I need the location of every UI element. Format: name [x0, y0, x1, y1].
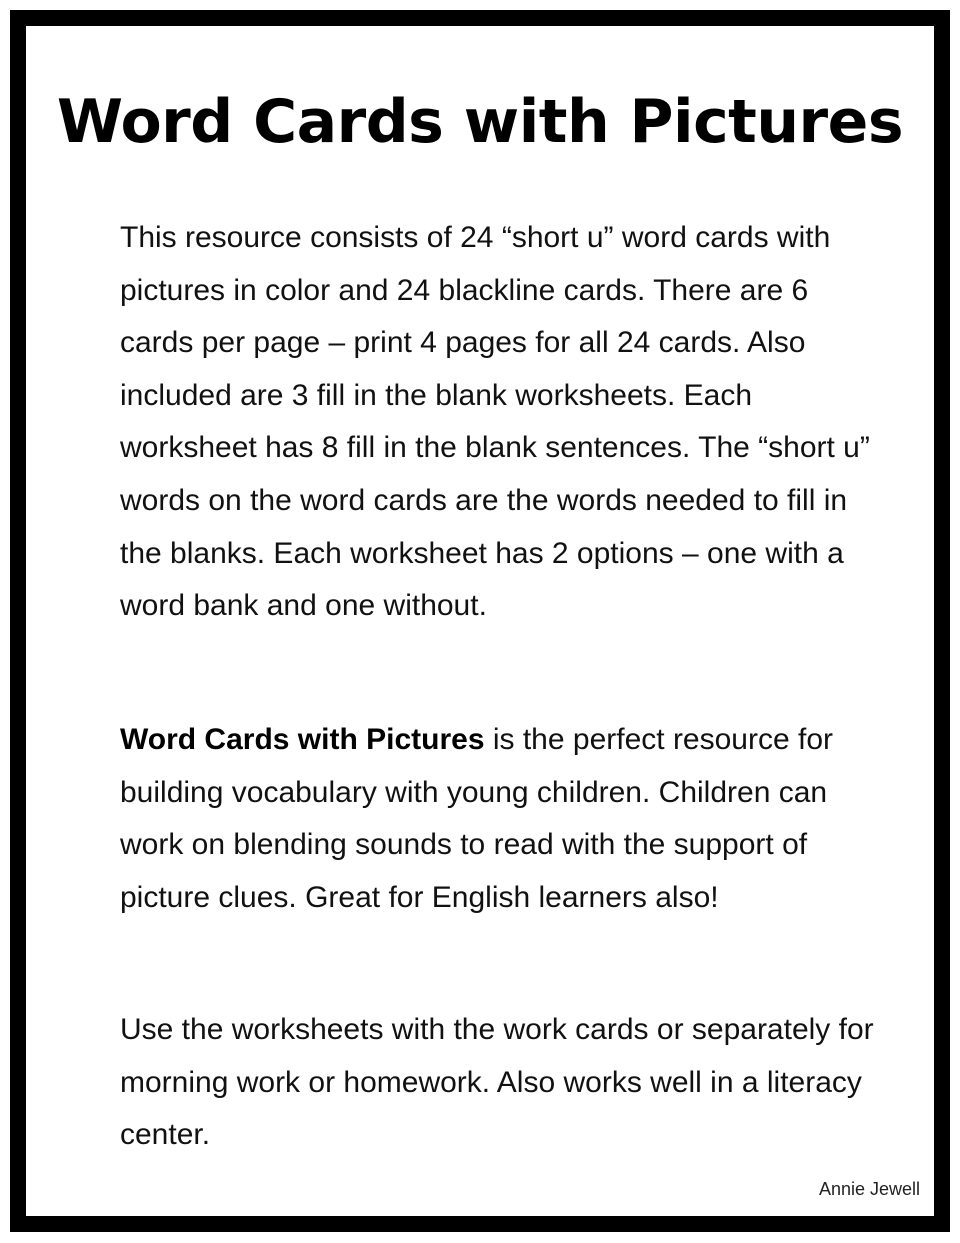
description-paragraph-1	[120, 212, 880, 633]
page-title: Word Cards with Pictures	[56, 87, 904, 157]
author-credit: Annie Jewell	[818, 1179, 920, 1199]
description-paragraph-3	[120, 1004, 880, 1162]
paragraph-2-bold-lead: Word Cards with Pictures	[120, 723, 485, 756]
paragraph-3-text: Use the worksheets with the work cards or separately for morning work or homework. Also works well in a literacy center.	[120, 1013, 874, 1152]
paragraph-2-text	[120, 714, 880, 924]
description-paragraph-2	[120, 714, 880, 924]
paragraph-2-rest: is the perfect resource for building vocabulary with young children. Children can work on blending sounds to read with the support of picture clues. Great for English learners also!	[120, 723, 834, 914]
page-border-frame	[10, 10, 950, 1232]
paragraph-1-text: This resource consists of 24 “short u” word cards with pictures in color and 24 blackline cards. There are 6 cards per page – print 4 pages for all 24 cards. Also included are 3 fill in the blank worksheets. Each worksheet has 8 fill in the blank sentences. The “short u” words on the word cards are the words needed to fill in the blanks. Each worksheet has 2 options – one with a word bank and one without.	[120, 221, 870, 623]
